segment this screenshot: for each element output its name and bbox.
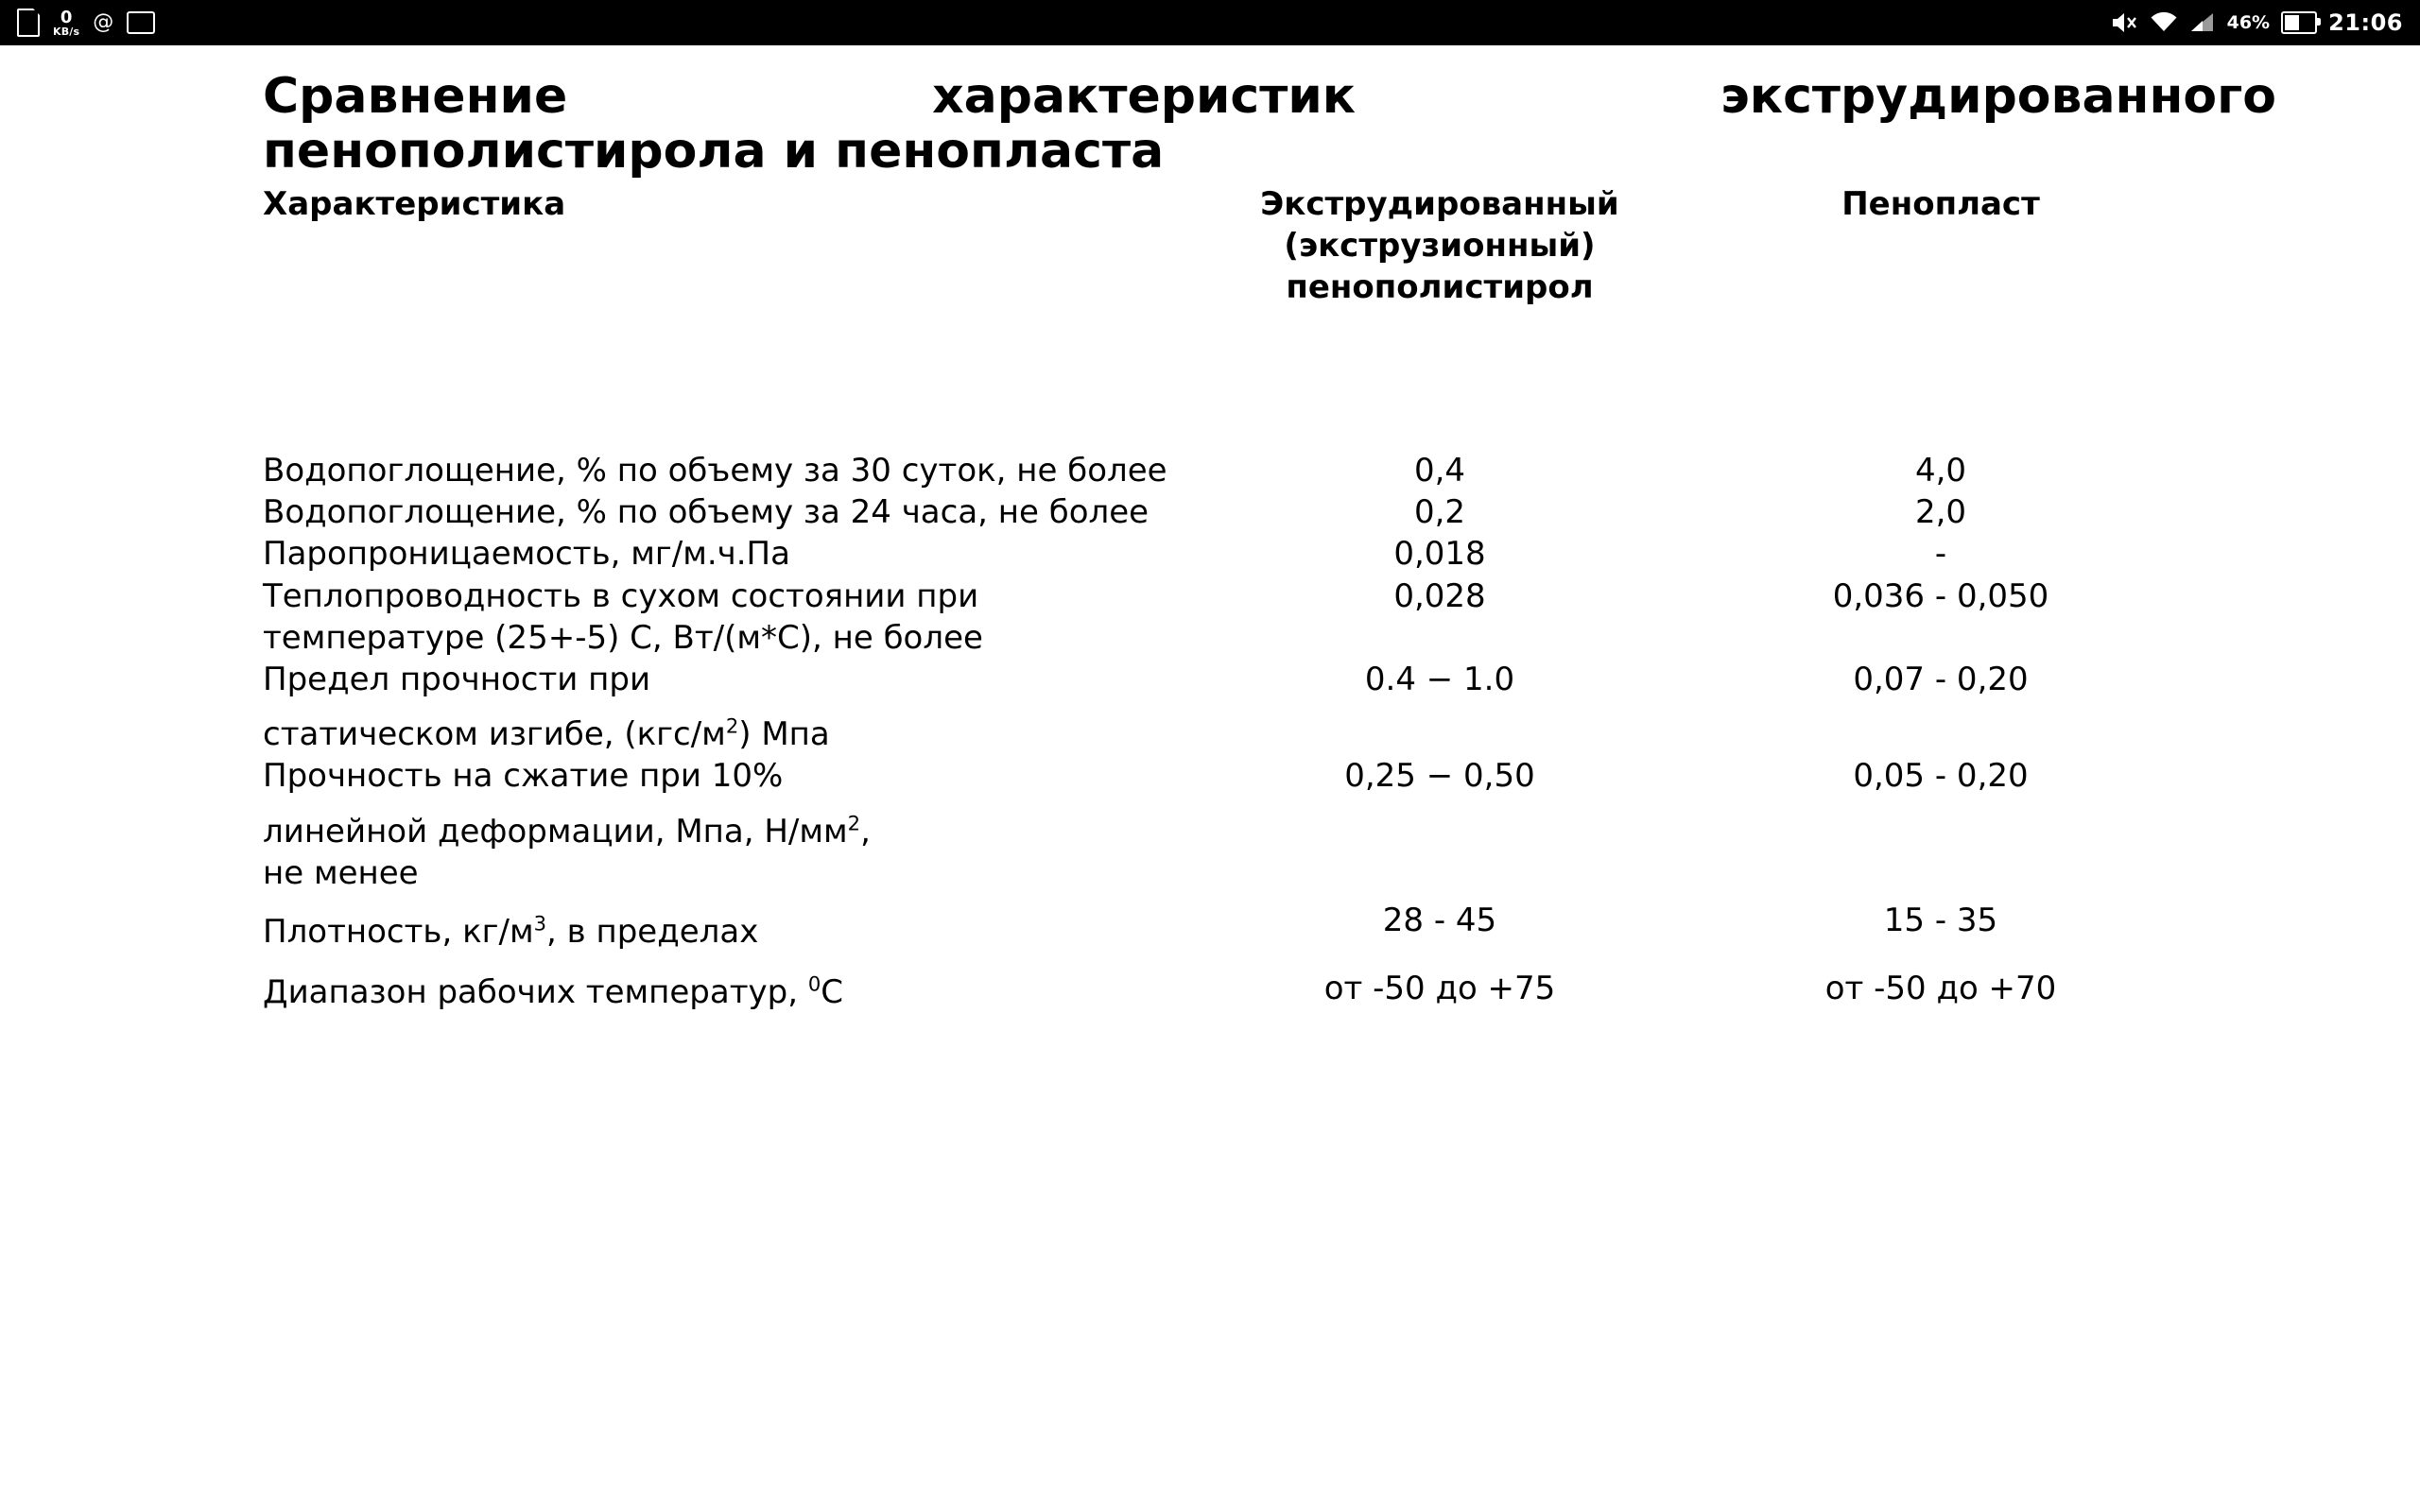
row-label-superscript: 0 xyxy=(807,971,821,996)
row-value-eps: 0,07 - 0,20 xyxy=(1853,660,2029,698)
row-label-line-2-post: , xyxy=(860,812,871,850)
row-label-line-2-superscript: 2 xyxy=(847,811,861,835)
row-label xyxy=(263,755,1170,894)
screenshot-icon xyxy=(127,7,155,39)
network-speed-unit: KB/s xyxy=(53,25,80,38)
status-bar-clock: 21:06 xyxy=(2328,9,2403,36)
network-speed-value: 0 xyxy=(60,7,73,27)
row-value-eps: от -50 до +70 xyxy=(1824,970,2057,1008)
table-row xyxy=(263,576,2172,659)
page-title-line-1: Сравнение характеристик экструдированного xyxy=(263,68,2276,125)
table-row xyxy=(263,533,2172,575)
row-label xyxy=(263,894,1170,953)
at-icon: @ xyxy=(93,10,114,34)
row-label-line-2 xyxy=(263,811,1170,852)
spacer-cell-2 xyxy=(1170,308,1709,450)
row-label-line-2-superscript: 2 xyxy=(725,713,739,738)
row-value-xps: 28 - 45 xyxy=(1382,901,1497,939)
table-row xyxy=(263,953,2172,1013)
sim-card-icon xyxy=(17,7,40,39)
table-header-row xyxy=(263,184,2172,308)
document-page xyxy=(0,45,2420,1512)
row-label-line-2-post: ) Мпа xyxy=(738,715,830,754)
status-bar-right-icons xyxy=(2110,7,2403,39)
row-value-xps: 0,2 xyxy=(1413,493,1466,532)
column-header-xps-line-2: (экструзионный) xyxy=(1284,226,1596,265)
row-value-xps: 0.4 − 1.0 xyxy=(1364,660,1515,698)
android-status-bar xyxy=(0,0,2420,45)
row-value-xps: 0,028 xyxy=(1393,576,1486,615)
column-header-xps xyxy=(1170,184,1709,308)
row-label-superscript: 3 xyxy=(533,911,547,936)
column-header-xps-line-3: пенополистирол xyxy=(1286,267,1594,306)
row-label-post: , в пределах xyxy=(546,912,759,951)
row-label xyxy=(263,659,1170,755)
row-label-line-1: Прочность на сжатие при 10% xyxy=(263,757,784,796)
spacer-cell-1 xyxy=(263,308,1170,450)
comparison-table xyxy=(263,184,2172,1013)
status-bar-left-icons xyxy=(17,5,155,41)
row-label-line-2 xyxy=(263,713,1170,755)
table-row xyxy=(263,894,2172,953)
row-label: Водопоглощение, % по объему за 30 суток, не более xyxy=(263,452,1167,490)
column-header-xps-line-1: Экструдированный xyxy=(1260,185,1619,224)
table-row xyxy=(263,755,2172,894)
network-speed-indicator xyxy=(53,5,79,41)
page-title-line-2: пенополистирола и пенопласта xyxy=(263,123,1165,180)
column-header-characteristic: Характеристика xyxy=(263,185,566,224)
row-value-xps: 0,018 xyxy=(1393,535,1486,574)
row-label-pre: Плотность, кг/м xyxy=(263,912,534,951)
row-value-eps: 0,036 - 0,050 xyxy=(1832,576,2049,615)
table-row xyxy=(263,659,2172,755)
row-value-eps: 0,05 - 0,20 xyxy=(1853,757,2029,796)
row-label-line-2-pre: статическом изгибе, (кгс/м xyxy=(263,715,726,754)
row-label: Паропроницаемость, мг/м.ч.Па xyxy=(263,535,790,574)
mute-icon xyxy=(2110,7,2138,39)
table-row xyxy=(263,450,2172,491)
row-value-eps: - xyxy=(1934,535,1947,574)
table-header xyxy=(263,184,2172,308)
battery-icon xyxy=(2281,11,2317,34)
row-label-line-2-pre: линейной деформации, Мпа, Н/мм xyxy=(263,812,848,850)
row-label-post: С xyxy=(821,973,844,1012)
column-header-eps: Пенопласт xyxy=(1841,185,2040,224)
row-label: Теплопроводность в сухом состоянии при температуре (25+-5) С, Вт/(м*С), не более xyxy=(263,576,983,657)
row-value-xps: от -50 до +75 xyxy=(1323,970,1556,1008)
table-body xyxy=(263,308,2172,1013)
table-spacer-row xyxy=(263,308,2172,450)
row-value-xps: 0,25 − 0,50 xyxy=(1344,757,1535,796)
battery-percent-label: 46% xyxy=(2226,12,2271,33)
row-label: Водопоглощение, % по объему за 24 часа, не более xyxy=(263,493,1150,532)
wifi-icon xyxy=(2150,7,2178,39)
row-label-line-3: не менее xyxy=(263,853,419,892)
row-value-eps: 2,0 xyxy=(1914,493,1967,532)
row-label xyxy=(263,953,1170,1013)
signal-icon xyxy=(2189,7,2216,39)
row-label-pre: Диапазон рабочих температур, xyxy=(263,973,808,1012)
row-value-eps: 4,0 xyxy=(1914,452,1967,490)
row-value-eps: 15 - 35 xyxy=(1883,901,1998,939)
page-title xyxy=(263,69,2286,179)
table-row xyxy=(263,491,2172,533)
document-content xyxy=(263,69,2333,1013)
row-value-xps: 0,4 xyxy=(1413,452,1466,490)
spacer-cell-3 xyxy=(1709,308,2172,450)
row-label-line-1: Предел прочности при xyxy=(263,660,651,698)
